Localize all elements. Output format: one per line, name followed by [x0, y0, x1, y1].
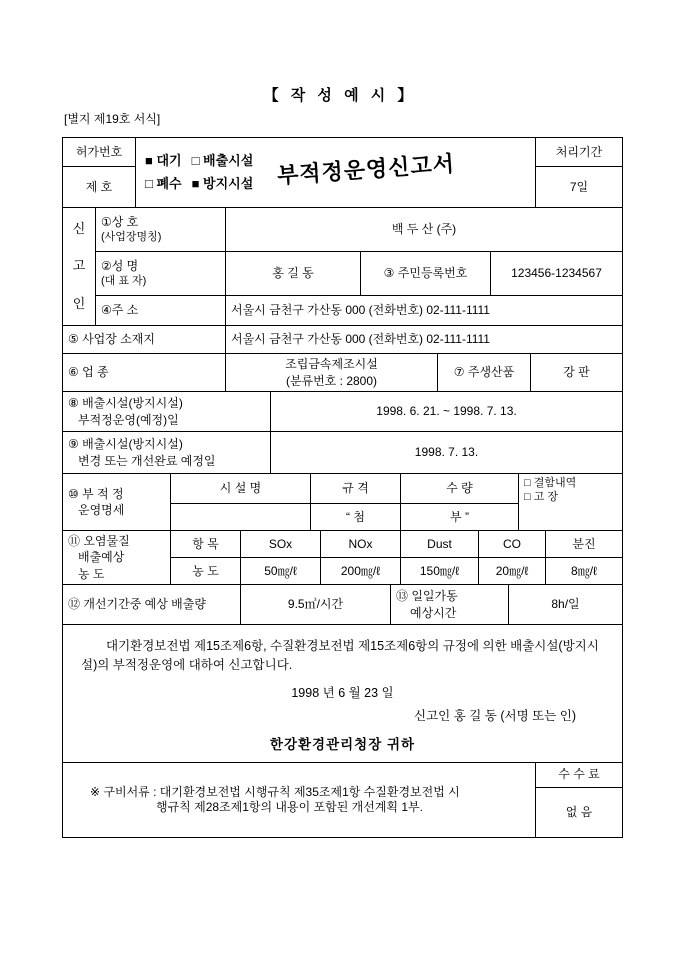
attach-right: 부 ” [401, 504, 519, 531]
business-table [62, 353, 623, 392]
completion-date-label: ⑨ 배출시설(방지시설) 변경 또는 개선완료 예정일 [63, 432, 271, 474]
report-form [62, 137, 622, 838]
workplace-location-value: 서울시 금천구 가산동 000 (전화번호) 02-111-1111 [226, 326, 623, 354]
facility-checkboxes [141, 150, 263, 194]
pollutant-header-co: CO [479, 531, 546, 558]
processing-period-label: 처리기간 [536, 138, 623, 167]
daily-operation-value: 8h/일 [509, 585, 623, 625]
company-name-label: ①상 호 (사업장명칭) [96, 208, 226, 252]
reporter-side-char-2: 고 [72, 258, 86, 274]
completion-date-value: 1998. 7. 13. [271, 432, 623, 474]
fee-value: 없 음 [536, 787, 623, 837]
required-documents-note: ※ 구비서류 : 대기환경보전법 시행규칙 제35조제1항 수질환경보전법 시 행규칙 제28조제1항의 내용이 포함된 개선계획 1부. [63, 762, 536, 837]
emission-label: ⑫ 개선기간중 예상 배출량 [63, 585, 241, 625]
declaration-cell [63, 625, 623, 763]
pollutant-item-header: 항 목 [171, 531, 241, 558]
reporter-side-label [63, 208, 96, 326]
declaration-body: 대기환경보전법 제15조제6항, 수질환경보전법 제15조제6항의 규정에 의한 배출시설(방지시설)의 부적정운영에 대하여 신고합니다. [81, 639, 599, 673]
checkbox-prevention-facility[interactable]: ■ 방지시설 [191, 175, 254, 191]
pollutant-header-dust: Dust [401, 531, 479, 558]
reporter-side-char-3: 인 [72, 295, 86, 311]
main-product-label: ⑦ 주생산품 [438, 354, 531, 392]
concentration-co: 20㎎/ℓ [479, 558, 546, 585]
doc-no-label: 제 호 [63, 167, 136, 208]
pollutant-header-sox: SOx [241, 531, 321, 558]
checkbox-air[interactable]: ■ 대기 [145, 153, 182, 169]
address-label: ④주 소 [96, 296, 226, 326]
processing-period-value: 7일 [536, 167, 623, 208]
reporter-side-char-1: 신 [72, 221, 86, 237]
company-name-value: 백 두 산 (주) [226, 208, 623, 252]
improper-period-label: ⑧ 배출시설(방지시설) 부적정운영(예정)일 [63, 392, 271, 432]
improper-period-value: 1998. 6. 21. ~ 1998. 7. 13. [271, 392, 623, 432]
checkbox-defect-detail[interactable]: □ 결함내역 [524, 477, 577, 489]
business-type-label: ⑥ 업 종 [63, 354, 226, 392]
workplace-location-label: ⑤ 사업장 소재지 [63, 326, 226, 354]
daily-operation-label: ⑬ 일일가동 예상시간 [391, 585, 509, 625]
concentration-row-label: 농 도 [171, 558, 241, 585]
concentration-nox: 200㎎/ℓ [321, 558, 401, 585]
pollutants-table [62, 530, 623, 585]
permit-no-label: 허가번호 [63, 138, 136, 167]
facility-name-header: 시 설 명 [171, 474, 311, 504]
fee-label: 수 수 료 [536, 762, 623, 787]
reporter-table [62, 207, 623, 326]
location-table [62, 325, 623, 354]
defect-check-cell [519, 474, 623, 531]
declaration-addressee: 한강환경관리청장 귀하 [269, 737, 416, 752]
completion-date-table [62, 431, 623, 474]
attach-left: “ 첨 [311, 504, 401, 531]
resident-id-value: 123456-1234567 [491, 252, 623, 296]
address-value: 서울시 금천구 가산동 000 (전화번호) 02-111-1111 [226, 296, 623, 326]
declaration-signer: 신고인 홍 길 동 (서명 또는 인) [414, 709, 576, 724]
checkbox-breakdown[interactable]: □ 고 장 [524, 490, 559, 503]
improper-period-table [62, 391, 623, 432]
footer-table [62, 762, 623, 838]
emission-table [62, 584, 623, 625]
emission-value: 9.5㎥/시간 [241, 585, 391, 625]
quantity-header: 수 량 [401, 474, 519, 504]
spec-header: 규 격 [311, 474, 401, 504]
document-title: 【 작 성 예 시 】 [263, 87, 417, 104]
declaration-date: 1998 년 6 월 23 일 [291, 685, 394, 700]
pollutants-label: ⑪ 오염물질 배출예상 농 도 [63, 531, 171, 585]
representative-label: ②성 명 (대 표 자) [96, 252, 226, 296]
concentration-dust: 150㎎/ℓ [401, 558, 479, 585]
main-product-value: 강 판 [531, 354, 623, 392]
representative-value: 홍 길 동 [226, 252, 361, 296]
form-title-cell [136, 138, 536, 208]
checkbox-discharge-facility[interactable]: □ 배출시설 [191, 153, 254, 169]
pollutant-header-nox: NOx [321, 531, 401, 558]
concentration-sox: 50㎎/ℓ [241, 558, 321, 585]
pollutant-header-particulate: 분진 [546, 531, 623, 558]
checkbox-wastewater[interactable]: □ 폐수 [145, 175, 182, 191]
header-table [62, 137, 623, 208]
resident-id-label: ③ 주민등록번호 [361, 252, 491, 296]
declaration-table [62, 624, 623, 763]
facility-name-value [171, 504, 311, 531]
operation-detail-table [62, 473, 623, 531]
form-reference: [별지 제19호 서식] [64, 112, 161, 126]
form-title-stamp: 부적정운영신고서 [276, 150, 456, 188]
concentration-particulate: 8㎎/ℓ [546, 558, 623, 585]
business-type-value: 조립금속제조시설 (분류번호 : 2800) [226, 354, 438, 392]
operation-detail-label: ⑩ 부 적 정 운영명세 [63, 474, 171, 531]
